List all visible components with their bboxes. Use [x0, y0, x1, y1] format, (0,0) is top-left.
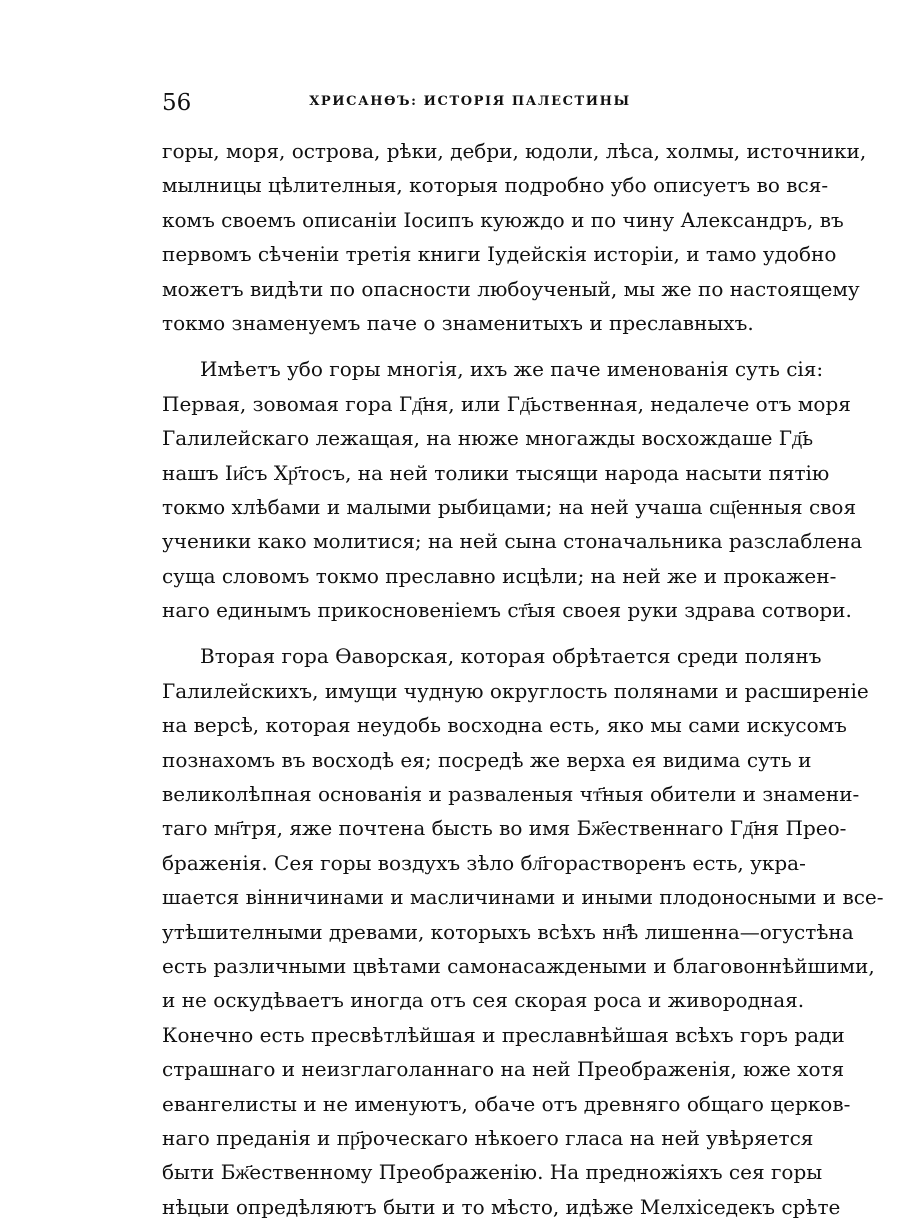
text-line: мылницы цѣлителныя, которыя подробно убо описуетъ во вся-: [162, 173, 829, 198]
paragraph-gap: [162, 340, 737, 352]
text-line: нашъ Іи҃съ Хр҃тосъ, на ней толики тысящи народа насыти пятію: [162, 460, 830, 485]
text-line: Галилейскихъ, имущи чудную округлость полянами и расширеніе: [162, 678, 869, 703]
text-line: токмо знаменуемъ паче о знаменитыхъ и преславныхъ.: [162, 310, 754, 335]
paragraph-3: [162, 639, 884, 1224]
text-line: Имѣетъ убо горы многія, ихъ же паче именованія суть сія:: [200, 357, 824, 382]
text-line: быти Бж҃ественному Преображенію. На предножіяхъ сея горы: [162, 1160, 823, 1185]
text-line: наго единымъ прикосновеніемъ ст҃ыя своея руки здрава сотвори.: [162, 598, 852, 623]
page-number: 56: [162, 90, 192, 116]
text-line: на версѣ, которая неудобь восходна есть, яко мы сами искусомъ: [162, 713, 847, 738]
text-line: Галилейскаго лежащая, на нюже многажды восхождаше Гд҃ь: [162, 426, 814, 451]
text-line: страшнаго и неизглаголаннаго на ней Преображенія, юже хотя: [162, 1057, 845, 1082]
paragraph-gap: [162, 627, 737, 639]
text-line: Первая, зовомая гора Гд҃ня, или Гд҃ьственная, недалече отъ моря: [162, 391, 851, 416]
text-line: токмо хлѣбами и малыми рыбицами; на ней учаша сщ҃енныя своя: [162, 494, 857, 519]
text-line: горы, моря, острова, рѣки, дебри, юдоли, лѣса, холмы, источники,: [162, 139, 867, 163]
text-line: браженія. Сея горы воздухъ зѣло бл҃горастворенъ есть, укра-: [162, 850, 806, 875]
text-line: шается вінничинами и масличинами и иными плодоносными и все-: [162, 885, 884, 910]
text-line: Вторая гора Ѳаворская, которая обрѣтается среди полянъ: [200, 644, 822, 669]
text-line: великолѣпная основанія и разваленыя чт҃ныя обители и знамени-: [162, 782, 860, 807]
paragraph-2: [162, 352, 863, 627]
running-title: ХРИСАНѲЪ: ИСТОРІЯ ПАЛЕСТИНЫ: [309, 94, 631, 109]
paragraph-1: [162, 134, 867, 340]
text-line: комъ своемъ описаніи Іосипъ куюждо и по чину Александръ, въ: [162, 207, 844, 232]
body-text: [162, 134, 884, 1224]
text-line: нѣцыи опредѣляютъ быти и то мѣсто, идѣже Мелхіседекъ срѣте: [162, 1194, 841, 1219]
text-line: наго преданія и пр҃роческаго нѣкоего гласа на ней увѣряется: [162, 1125, 814, 1150]
text-line: и не оскудѣваетъ иногда отъ сея скорая роса и живородная.: [162, 988, 805, 1013]
text-line: можетъ видѣти по опасности любоученый, мы же по настоящему: [162, 276, 860, 301]
text-line: познахомъ въ восходѣ ея; посредѣ же верха ея видима суть и: [162, 747, 812, 772]
text-line: суща словомъ токмо преславно исцѣли; на ней же и прокажен-: [162, 563, 837, 588]
text-line: есть различными цвѣтами самонасаждеными и благовоннѣйшими,: [162, 953, 875, 978]
text-line: Конечно есть пресвѣтлѣйшая и преславнѣйшая всѣхъ горъ ради: [162, 1022, 845, 1047]
text-line: первомъ сѣченіи третія книги Іудейскія исторіи, и тамо удобно: [162, 242, 837, 267]
text-line: евангелисты и не именуютъ, обаче отъ древняго общаго церков-: [162, 1091, 851, 1116]
text-line: таго мн҃тря, яже почтена бысть во имя Бж҃ественнаго Гд҃ня Прео-: [162, 816, 847, 841]
text-line: ученики како молитися; на ней сына стоначальника разслаблена: [162, 529, 863, 554]
text-line: утѣшителными древами, которыхъ всѣхъ нн҃ѣ лишенна—огустѣна: [162, 919, 854, 944]
